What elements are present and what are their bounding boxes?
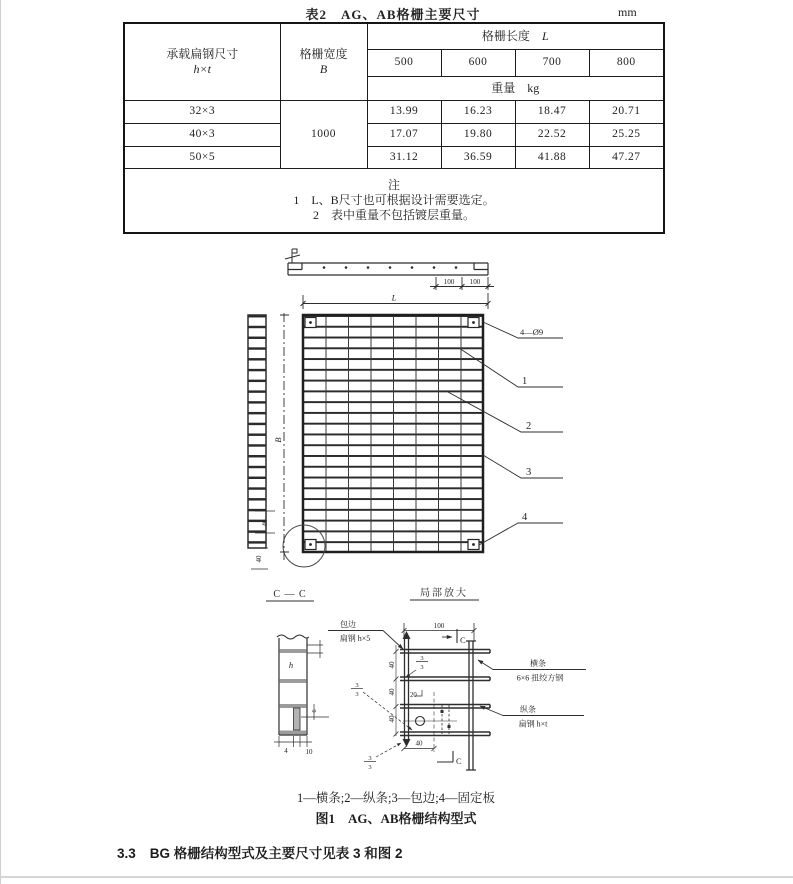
dim-4-label: 4 xyxy=(284,747,288,755)
table-row xyxy=(124,146,664,168)
length-value-cell: 500 xyxy=(367,49,441,76)
dim-h-label: h xyxy=(288,660,294,670)
dim-40-a: 40 xyxy=(388,661,396,669)
zongtiao-spec: 扁钢 h×t xyxy=(518,719,548,729)
zongtiao-label: 纵条 xyxy=(520,705,536,714)
edge-bar-right xyxy=(466,641,476,770)
header-grating-length xyxy=(367,23,664,49)
dim-100-left: 100 xyxy=(443,278,455,286)
figure1-parts-caption: 1—横条;2—纵条;3—包边;4—固定板 xyxy=(297,791,495,805)
dim-100-100 xyxy=(430,277,494,290)
cut-mark-c-top: C xyxy=(460,635,466,645)
callout-2: 2 xyxy=(526,421,532,432)
table2-unit: mm xyxy=(618,5,637,19)
dim-L-label: L xyxy=(391,292,397,303)
dim-B-label: B xyxy=(273,437,283,443)
weight-cell: 16.23 xyxy=(441,100,515,123)
length-value-cell: 600 xyxy=(441,49,515,76)
weld-symbol-1 xyxy=(406,662,428,678)
section-text: BG 格栅结构型式及主要尺寸见表 3 和图 2 xyxy=(149,846,403,861)
crossbar-dots xyxy=(323,266,458,269)
weld-3-top-1: 3 xyxy=(420,655,424,662)
header-flat-steel-symbol: h×t xyxy=(193,61,211,76)
size-cell: 50×5 xyxy=(124,146,280,168)
callout-3: 3 xyxy=(526,467,532,478)
callout-holes: 4—Ø9 xyxy=(520,327,544,337)
section-cc-title: C — C xyxy=(273,589,307,600)
page-bottom-rule xyxy=(1,876,793,878)
note-1: 1 L、B尺寸也可根据设计需要选定。 xyxy=(293,192,495,207)
table-row xyxy=(124,100,664,123)
weight-cell: 18.47 xyxy=(515,100,589,123)
hengtiao-spec: 6×6 扭绞方钢 xyxy=(516,673,564,683)
weight-cell: 41.88 xyxy=(515,146,589,168)
header-weight-unit: kg xyxy=(527,80,540,95)
weld-3-bottom-2: 3 xyxy=(355,691,359,698)
dim-100-right: 100 xyxy=(469,278,481,286)
detail-title: 局部放大 xyxy=(420,588,468,599)
weight-cell: 25.25 xyxy=(589,123,664,146)
end-mark xyxy=(285,249,300,263)
dim-40-lower: 40 xyxy=(255,555,263,563)
length-value-cell: 700 xyxy=(515,49,589,76)
plan-view xyxy=(283,315,483,567)
detail-view xyxy=(328,600,586,770)
weight-cell: 31.12 xyxy=(367,146,441,168)
figure1-caption: 图1 AG、AB格栅结构型式 xyxy=(315,811,477,826)
section-cc xyxy=(266,601,329,747)
baobian-label: 包边 xyxy=(340,620,356,629)
weight-cell: 20.71 xyxy=(589,100,664,123)
dim-40-b: 40 xyxy=(388,688,396,696)
dim-10-label: 10 xyxy=(305,748,313,756)
figure1-drawing xyxy=(236,243,586,783)
weight-cell: 22.52 xyxy=(515,123,589,146)
weld-3-top-2: 3 xyxy=(355,682,359,689)
header-grating-width xyxy=(280,23,367,100)
size-cell: 40×3 xyxy=(124,123,280,146)
weld-3-top-3: 3 xyxy=(368,755,372,762)
fixing-plate-section xyxy=(294,708,301,730)
header-width-label: 格栅宽度 xyxy=(299,46,348,61)
bottom-dim-lines xyxy=(274,736,312,747)
cut-mark-c-bottom: C xyxy=(456,756,462,766)
table2-title: 表2 AG、AB格栅主要尺寸 xyxy=(305,7,481,22)
table2-grating-dimensions xyxy=(123,22,665,234)
header-length-label: 格栅长度 xyxy=(481,28,530,43)
header-length-symbol: L xyxy=(541,28,549,43)
weight-cell: 19.80 xyxy=(441,123,515,146)
note-2: 2 表中重量不包括镀层重量。 xyxy=(313,207,476,222)
weld-3-bottom-3: 3 xyxy=(368,764,372,771)
header-flat-steel-label: 承载扁钢尺寸 xyxy=(166,46,239,61)
length-value-cell: 800 xyxy=(589,49,664,76)
size-cell: 32×3 xyxy=(124,100,280,123)
weight-cell: 13.99 xyxy=(367,100,441,123)
callout-4: 4 xyxy=(522,512,528,523)
weight-cell: 36.59 xyxy=(441,146,515,168)
header-weight xyxy=(367,76,664,100)
dim-40-upper: 40 xyxy=(261,519,269,527)
section-number: 3.3 xyxy=(117,846,136,861)
plate-hidden-lines xyxy=(442,705,449,734)
callout-1: 1 xyxy=(522,376,528,387)
dim-40-c: 40 xyxy=(388,715,396,723)
header-width-symbol: B xyxy=(319,61,328,76)
dim-20: 20 xyxy=(410,692,417,699)
elevation-view xyxy=(285,249,494,309)
notes-label: 注 xyxy=(388,177,401,192)
width-value-cell: 1000 xyxy=(280,100,367,168)
table-notes xyxy=(124,168,664,233)
break-line xyxy=(277,635,309,639)
weight-cell: 17.07 xyxy=(367,123,441,146)
dim-6-label: 6 xyxy=(311,709,318,713)
dim-100-detail: 100 xyxy=(433,622,445,630)
weld-3-bottom-1: 3 xyxy=(420,664,424,671)
dim-40-bottom: 40 xyxy=(415,739,423,748)
baobian-spec: 扁钢 h×5 xyxy=(339,634,371,643)
table-row xyxy=(124,123,664,146)
header-flat-steel-size xyxy=(124,23,280,100)
section-3-3-heading xyxy=(117,842,403,862)
weight-cell: 47.27 xyxy=(589,146,664,168)
header-weight-label: 重量 xyxy=(491,80,516,95)
hengtiao-label: 横条 xyxy=(530,659,546,668)
